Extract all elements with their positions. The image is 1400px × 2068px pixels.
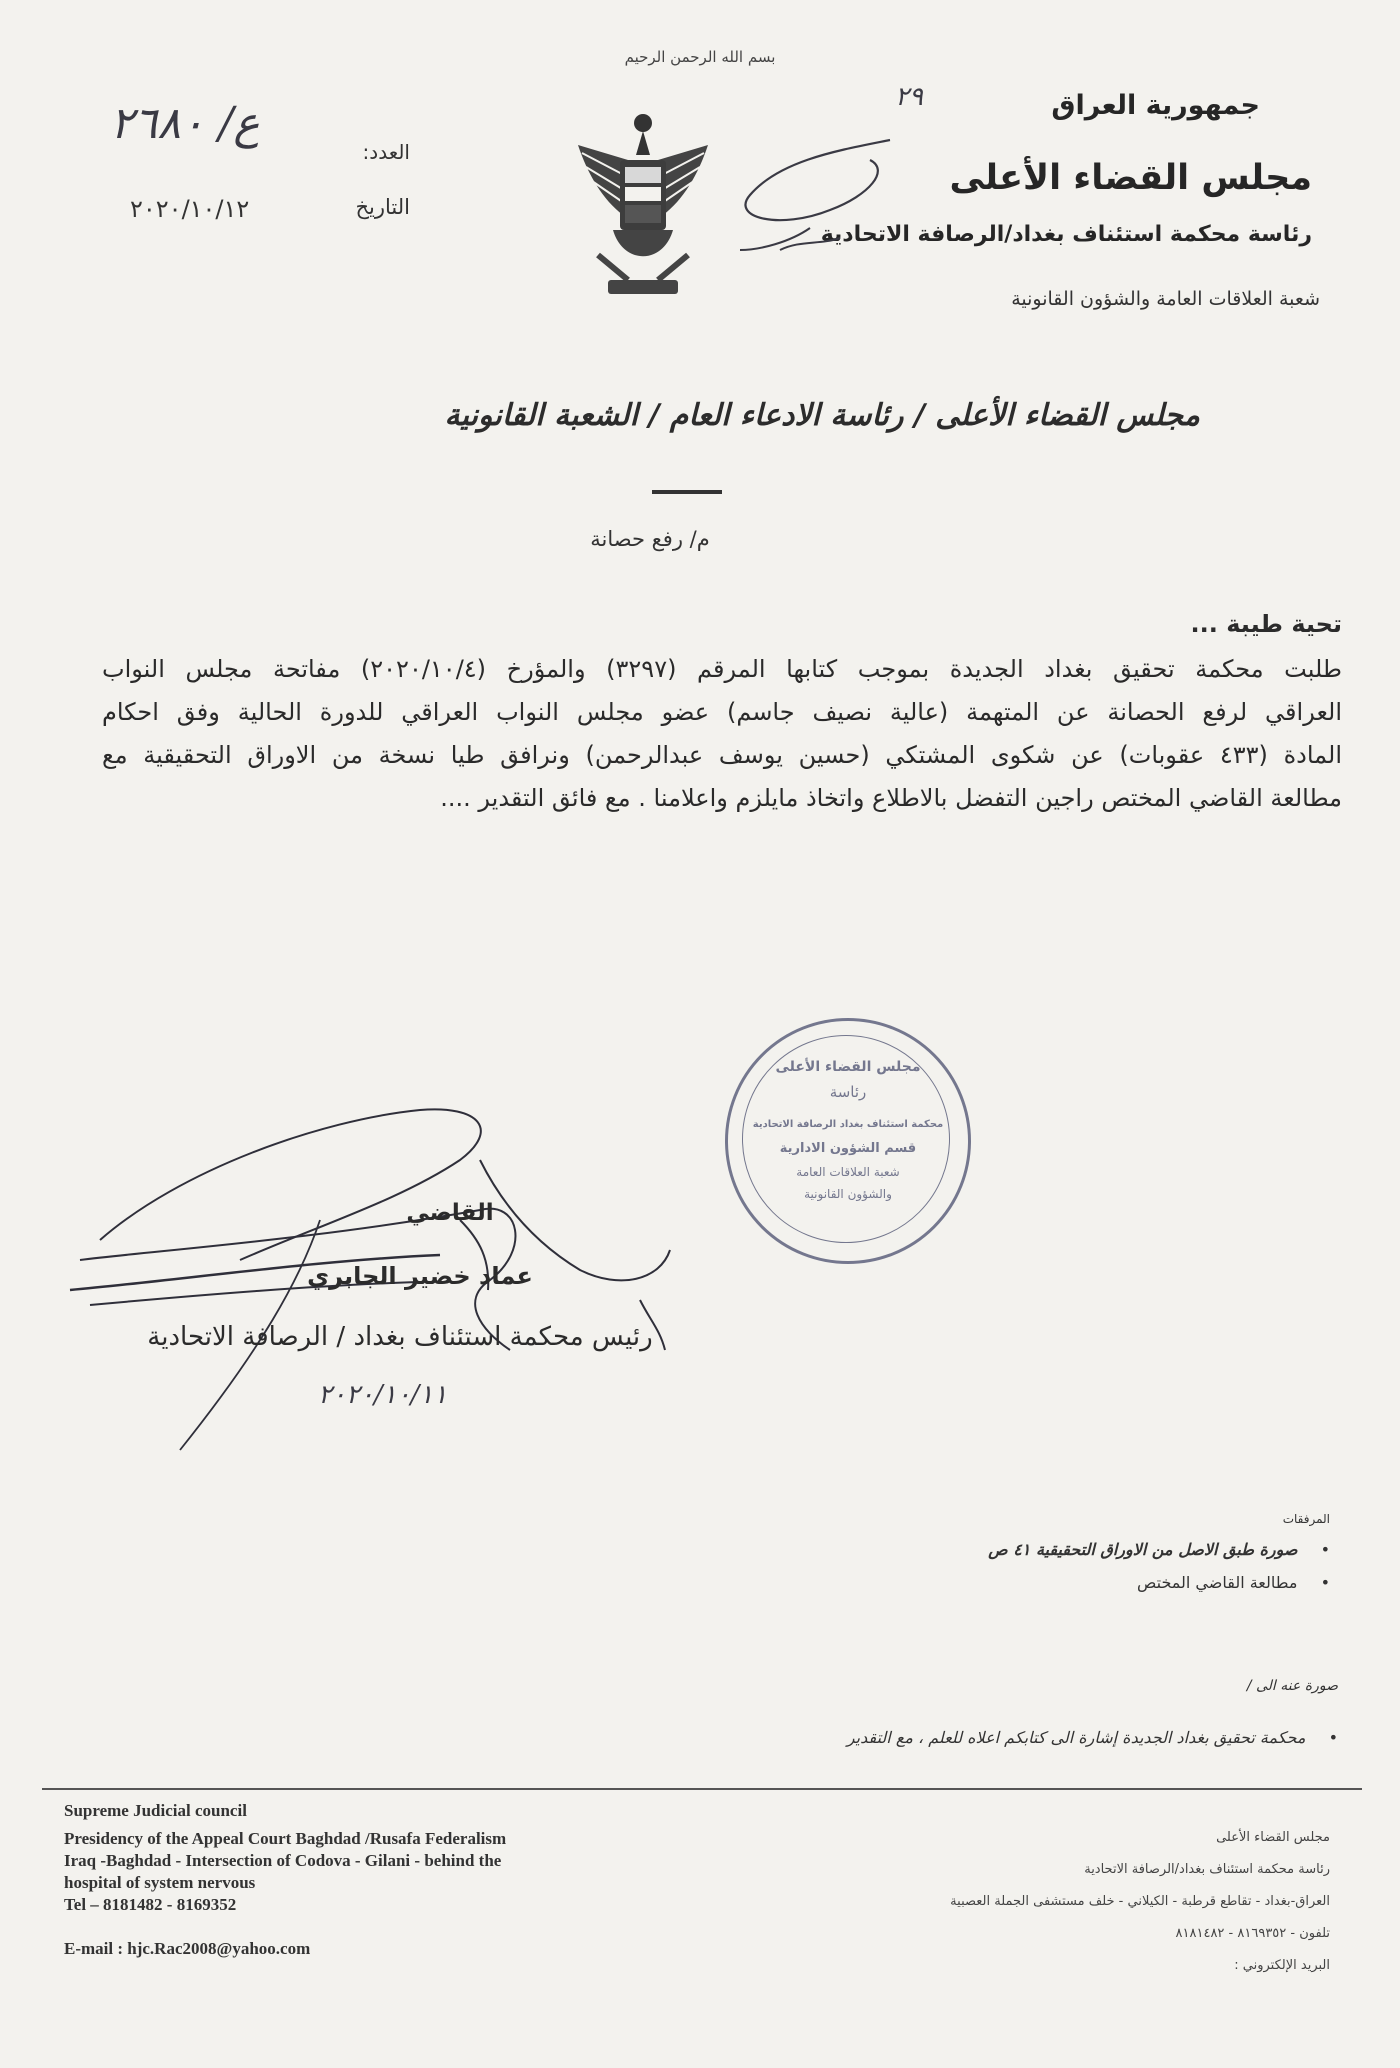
header-country: جمهورية العراق [1051,90,1260,121]
body-line-3: المادة (٤٣٣ عقوبات) عن شكوى المشتكي (حسين يوسف عبدالرحمن) ونرافق طيا نسخة من الاوراق التحقيقية مع [102,741,1343,769]
short-divider [652,490,722,494]
footer-en-phone: Tel – 8181482 - 8169352 [64,1895,237,1914]
number-label: العدد: [362,140,410,164]
attachment-text: مطالعة القاضي المختص [1137,1573,1298,1592]
date-value: ٢٠٢٠/١٠/١٢ [130,195,250,223]
handwritten-note: ٢٩ [895,82,923,112]
date-label: التاريخ [355,195,410,219]
handwritten-scribble [720,100,920,260]
footer-ar-address: العراق-بغداد - تقاطع قرطبة - الكيلاني - خلف مستشفى الجملة العصبية [950,1894,1330,1909]
footer-en-org: Supreme Judicial council [64,1801,247,1820]
footer-en-email: E-mail : hjc.Rac2008@yahoo.com [64,1939,311,1958]
stamp-line-3: محكمة استئناف بغداد الرصافة الاتحادية [752,1119,944,1130]
iraq-emblem-icon [568,105,718,305]
header-council: مجلس القضاء الأعلى [949,158,1312,198]
letter-body [102,648,1342,820]
basmala: بسم الله الرحمن الرحيم [624,48,776,66]
signature-position: رئيس محكمة استئناف بغداد / الرصافة الاتحادية [147,1322,653,1352]
stamp-line-5: شعبة العلاقات العامة [796,1165,900,1179]
stamp-line-6: والشؤون القانونية [804,1187,892,1201]
official-stamp [725,1018,971,1264]
bullet-icon: • [1328,1728,1338,1747]
body-line-4: مطالعة القاضي المختص راجين التفضل بالاطلاع واتخاذ مايلزم واعلامنا . مع فائق التقدير .... [440,784,1342,812]
footer-en-address-2: hospital of system nervous [64,1873,256,1892]
header-department: شعبة العلاقات العامة والشؤون القانونية [1011,288,1320,310]
signature-name: عماد خضير الجابري [307,1262,533,1290]
footer-ar-phone: تلفون - ٨١٦٩٣٥٢ - ٨١٨١٤٨٢ [1175,1926,1330,1941]
greeting: تحية طيبة ... [1190,610,1342,638]
footer-english [64,1800,704,1960]
stamp-line-2: رئاسة [829,1083,867,1101]
subject: م/ رفع حصانة [590,527,710,551]
signature-date: ٢٠٢٠/١٠/١١ [318,1380,448,1410]
cc-label: صورة عنه الى / [1246,1678,1338,1694]
footer-divider [42,1788,1362,1790]
attachment-item [630,1540,1330,1559]
footer-ar-email: البريد الإلكتروني : [1234,1958,1330,1973]
signature-title: القاضي [406,1200,494,1226]
number-value: ع/ ٢٦٨٠ [110,98,260,149]
footer-en-presidency: Presidency of the Appeal Court Baghdad /Rusafa Federalism [64,1829,507,1848]
footer-ar-presidency: رئاسة محكمة استئناف بغداد/الرصافة الاتحادية [1084,1862,1330,1877]
header-court: رئاسة محكمة استئناف بغداد/الرصافة الاتحادية [820,222,1312,247]
footer-arabic [710,1822,1330,1982]
body-line-2: العراقي لرفع الحصانة عن المتهمة (عالية نصيف جاسم) عضو مجلس النواب العراقي للدورة الحالية وفق احكام [102,698,1342,726]
attachments-list [630,1540,1330,1592]
attachments-label: المرفقات [1282,1512,1330,1526]
cc-list [538,1728,1338,1747]
cc-text: محكمة تحقيق بغداد الجديدة إشارة الى كتابكم اعلاه للعلم ، مع التقدير [846,1728,1306,1747]
attachment-item [630,1573,1330,1592]
bullet-icon: • [1320,1573,1330,1592]
body-line-1: طلبت محكمة تحقيق بغداد الجديدة بموجب كتابها المرقم (٣٢٩٧) والمؤرخ (٢٠٢٠/١٠/٤) مفاتحة مجلس النواب [102,655,1343,683]
attachment-text: صورة طبق الاصل من الاوراق التحقيقية ٤١ ص [988,1540,1298,1559]
stamp-line-1: مجلس القضاء الأعلى [775,1059,921,1075]
address-line: مجلس القضاء الأعلى / رئاسة الادعاء العام / الشعبة القانونية [444,398,1200,433]
cc-item [538,1728,1338,1747]
footer-ar-org: مجلس القضاء الأعلى [1216,1830,1330,1845]
bullet-icon: • [1320,1540,1330,1559]
stamp-line-4: قسم الشؤون الادارية [779,1141,917,1156]
footer-en-address-1: Iraq -Baghdad - Intersection of Codova - Gilani - behind the [64,1851,502,1870]
